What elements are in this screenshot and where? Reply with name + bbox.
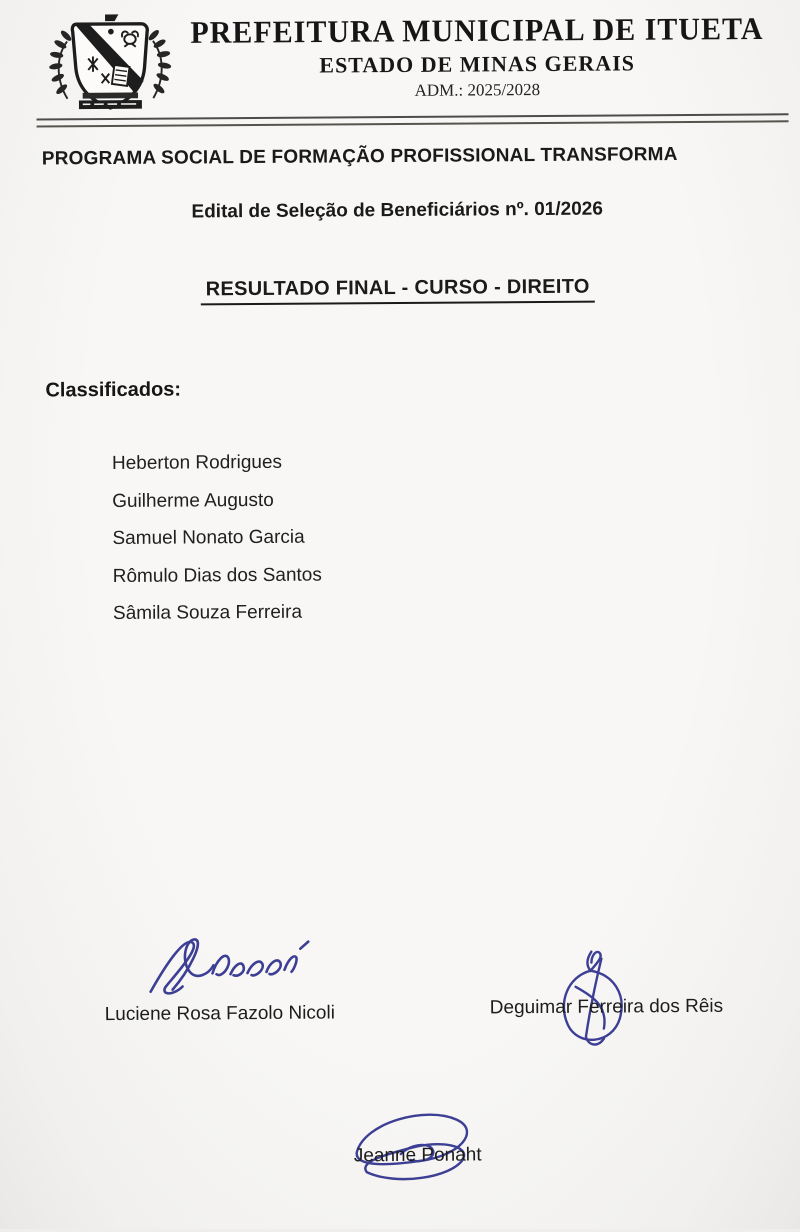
classified-names-list [112, 444, 322, 633]
classified-heading: Classificados: [45, 378, 182, 402]
signatory-name: Deguimar Ferreira dos Rêis [489, 995, 724, 1019]
result-title-wrap [0, 274, 798, 307]
edital-line: Edital de Seleção de Beneficiários nº. 01/2026 [191, 198, 603, 223]
state-name: ESTADO DE MINAS GERAIS [319, 49, 636, 78]
signatory-name: Luciene Rosa Fazolo Nicoli [104, 1002, 335, 1026]
list-item: Rômulo Dias dos Santos [112, 564, 322, 587]
coat-of-arms-icon [48, 12, 173, 119]
org-name: PREFEITURA MUNICIPAL DE ITUETA [190, 11, 764, 51]
result-title: RESULTADO FINAL - CURSO - DIREITO [201, 276, 595, 306]
list-item: Sâmila Souza Ferreira [112, 601, 303, 625]
signature-ink-luciene-icon [142, 929, 318, 1008]
letterhead [174, 13, 781, 102]
list-item: Samuel Nonato Garcia [112, 526, 305, 550]
list-item: Guilherme Augusto [112, 489, 274, 512]
administration-term: ADM.: 2025/2028 [414, 79, 541, 100]
program-title: PROGRAMA SOCIAL DE FORMAÇÃO PROFISSIONAL TRANSFORMA [41, 144, 678, 170]
signatory-name: Jeanne Ponaht [353, 1144, 482, 1167]
list-item: Heberton Rodrigues [111, 451, 283, 475]
